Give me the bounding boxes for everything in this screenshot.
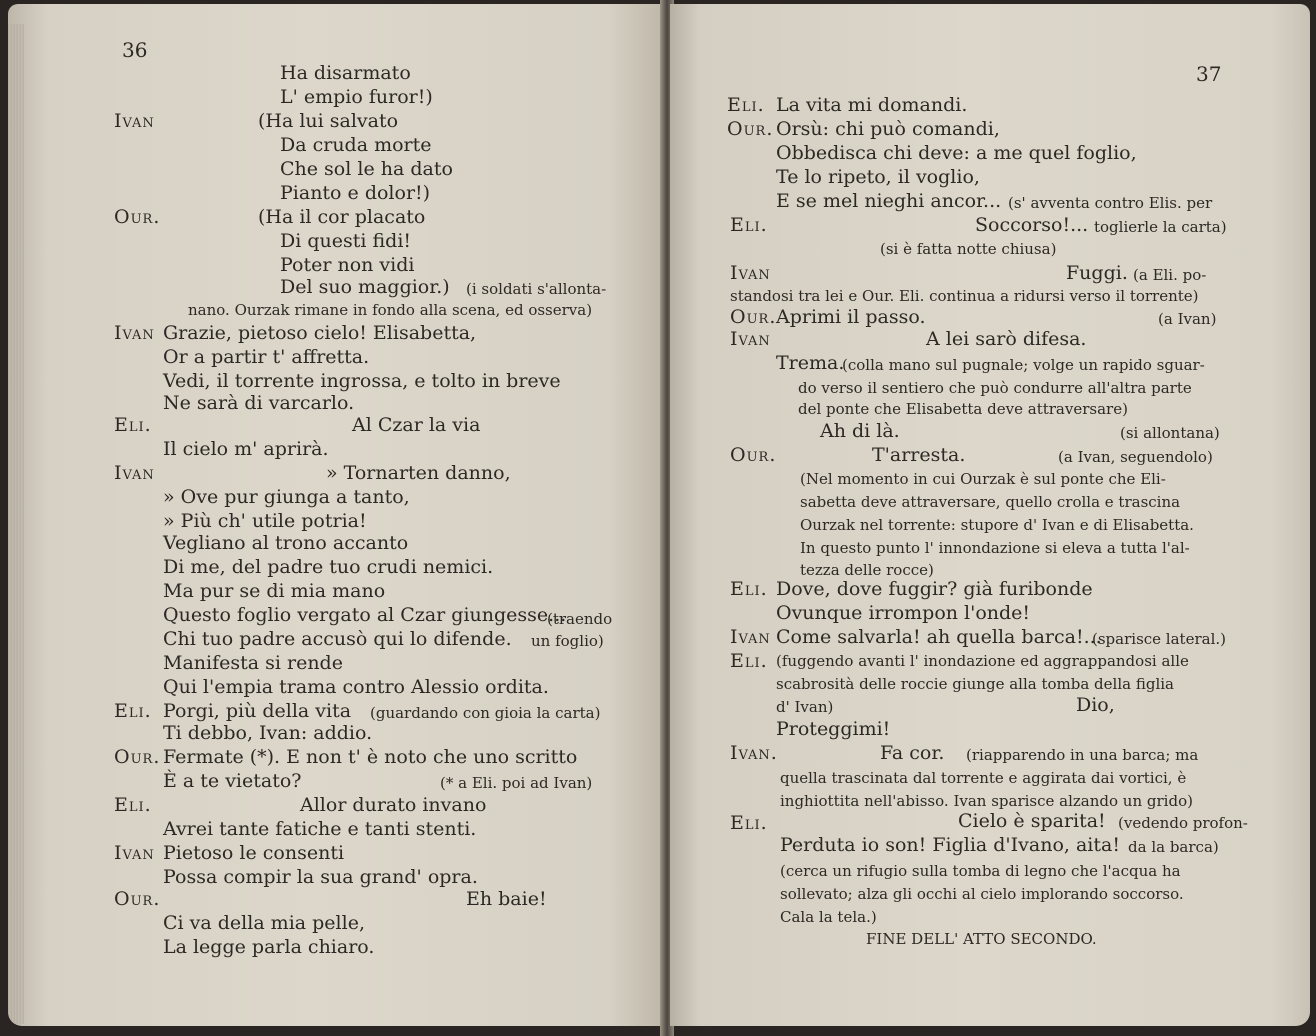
verse-line: Vedi, il torrente ingrossa, e tolto in breve bbox=[163, 370, 561, 392]
verse-line: Trema. bbox=[776, 352, 845, 374]
verse-line: Cielo è sparita! bbox=[958, 810, 1106, 832]
stage-direction: (vedendo profon- bbox=[1118, 814, 1248, 832]
stage-direction: (a Ivan) bbox=[1158, 310, 1217, 328]
verse-line: Fermate (*). E non t' è noto che uno scritto bbox=[163, 746, 578, 768]
verse-line: Che sol le ha dato bbox=[280, 158, 453, 180]
speaker-label: Our. bbox=[730, 444, 777, 466]
verse-line: (Ha il cor placato bbox=[258, 206, 426, 228]
verse-line: Ah di là. bbox=[820, 420, 900, 442]
stage-direction: del ponte che Elisabetta deve attraversare) bbox=[798, 400, 1128, 418]
verse-line: Eh baie! bbox=[466, 888, 547, 910]
speaker-label: Our. bbox=[114, 888, 161, 910]
stage-direction: (colla mano sul pugnale; volge un rapido sguar- bbox=[842, 356, 1205, 374]
page-number-right: 37 bbox=[1196, 62, 1222, 86]
verse-line: Orsù: chi può comandi, bbox=[776, 118, 1000, 140]
stage-direction: FINE DELL' ATTO SECONDO. bbox=[866, 930, 1097, 948]
verse-line: Come salvarla! ah quella barca!... bbox=[776, 626, 1102, 648]
verse-line: L' empio furor!) bbox=[280, 86, 433, 108]
verse-line: Fuggi. bbox=[1066, 262, 1128, 284]
speaker-label: Eli. bbox=[114, 414, 152, 436]
stage-direction: (si è fatta notte chiusa) bbox=[880, 240, 1057, 258]
stage-direction: d' Ivan) bbox=[776, 698, 834, 716]
verse-line: Questo foglio vergato al Czar giungesse... bbox=[163, 604, 567, 626]
speaker-label: Eli. bbox=[730, 214, 768, 236]
verse-line: (Ha lui salvato bbox=[258, 110, 399, 132]
speaker-label: Ivan bbox=[114, 110, 155, 132]
verse-line: Ti debbo, Ivan: addio. bbox=[163, 722, 373, 744]
verse-line: » Tornarten danno, bbox=[326, 462, 511, 484]
stage-direction: standosi tra lei e Our. Eli. continua a ridursi verso il torrente) bbox=[730, 287, 1199, 305]
verse-line: Il cielo m' aprirà. bbox=[163, 438, 329, 460]
stage-direction: inghiottita nell'abisso. Ivan sparisce alzando un grido) bbox=[780, 792, 1193, 810]
speaker-label: Our. bbox=[730, 306, 777, 328]
verse-line: » Ove pur giunga a tanto, bbox=[163, 486, 410, 508]
verse-line: T'arresta. bbox=[872, 444, 966, 466]
speaker-label: Ivan bbox=[730, 328, 771, 350]
stage-direction: (riapparendo in una barca; ma bbox=[966, 746, 1199, 764]
stage-direction: (i soldati s'allonta- bbox=[466, 280, 607, 298]
stage-direction: In questo punto l' innondazione si eleva a tutta l'al- bbox=[800, 539, 1190, 557]
verse-line: Ma pur se di mia mano bbox=[163, 580, 386, 602]
stage-direction: (s' avventa contro Elis. per bbox=[1008, 194, 1213, 212]
stage-direction: nano. Ourzak rimane in fondo alla scena, ed osserva) bbox=[188, 301, 593, 319]
verse-line: Di me, del padre tuo crudi nemici. bbox=[163, 556, 494, 578]
stage-direction: (guardando con gioia la carta) bbox=[370, 704, 601, 722]
stage-direction: Ourzak nel torrente: stupore d' Ivan e di Elisabetta. bbox=[800, 516, 1194, 534]
verse-line: Porgi, più della vita bbox=[163, 700, 352, 722]
speaker-label: Eli. bbox=[730, 578, 768, 600]
verse-line: La vita mi domandi. bbox=[776, 94, 968, 116]
verse-line: Fa cor. bbox=[880, 742, 945, 764]
verse-line: Proteggimi! bbox=[776, 718, 891, 740]
speaker-label: Ivan bbox=[114, 322, 155, 344]
verse-line: Pietoso le consenti bbox=[163, 842, 345, 864]
verse-line: Te lo ripeto, il voglio, bbox=[776, 166, 980, 188]
stage-direction: Cala la tela.) bbox=[780, 908, 877, 926]
speaker-label: Eli. bbox=[730, 650, 768, 672]
speaker-label: Eli. bbox=[114, 700, 152, 722]
speaker-label: Eli. bbox=[114, 794, 152, 816]
verse-line: Al Czar la via bbox=[352, 414, 481, 436]
verse-line: Manifesta si rende bbox=[163, 652, 343, 674]
verse-line: Or a partir t' affretta. bbox=[163, 346, 370, 368]
verse-line: Allor durato invano bbox=[300, 794, 487, 816]
verse-line: Vegliano al trono accanto bbox=[163, 532, 409, 554]
speaker-label: Ivan bbox=[114, 462, 155, 484]
stage-direction: (traendo bbox=[547, 610, 613, 628]
speaker-label: Our. bbox=[727, 118, 774, 140]
stage-direction: sabetta deve attraversare, quello crolla e trascina bbox=[800, 493, 1181, 511]
verse-line: Perduta io son! Figlia d'Ivano, aita! bbox=[780, 834, 1120, 856]
speaker-label: Ivan bbox=[730, 626, 771, 648]
speaker-label: Ivan bbox=[114, 842, 155, 864]
verse-line: Ci va della mia pelle, bbox=[163, 912, 365, 934]
verse-line: Del suo maggior.) bbox=[280, 276, 450, 298]
speaker-label: Ivan bbox=[730, 262, 771, 284]
stage-direction: (cerca un rifugio sulla tomba di legno che l'acqua ha bbox=[780, 862, 1181, 880]
verse-line: Obbedisca chi deve: a me quel foglio, bbox=[776, 142, 1137, 164]
right-page bbox=[670, 4, 1310, 1026]
verse-line: La legge parla chiaro. bbox=[163, 936, 375, 958]
stage-direction: da la barca) bbox=[1128, 838, 1219, 856]
stage-direction: sollevato; alza gli occhi al cielo implorando soccorso. bbox=[780, 885, 1184, 903]
verse-line: Grazie, pietoso cielo! Elisabetta, bbox=[163, 322, 477, 344]
verse-line: Avrei tante fatiche e tanti stenti. bbox=[163, 818, 477, 840]
verse-line: Chi tuo padre accusò qui lo difende. bbox=[163, 628, 512, 650]
stage-direction: toglierle la carta) bbox=[1094, 218, 1227, 236]
verse-line: Possa compir la sua grand' opra. bbox=[163, 866, 478, 888]
stage-direction: (fuggendo avanti l' inondazione ed aggrappandosi alle bbox=[776, 652, 1189, 670]
verse-line: Di questi fidi! bbox=[280, 230, 412, 252]
verse-line: Ha disarmato bbox=[280, 62, 411, 84]
verse-line: Aprimi il passo. bbox=[776, 306, 926, 328]
stage-direction: (a Eli. po- bbox=[1133, 266, 1207, 284]
verse-line: Dio, bbox=[1076, 694, 1115, 716]
page-number-left: 36 bbox=[122, 38, 148, 62]
stage-direction: do verso il sentiero che può condurre all'altra parte bbox=[798, 379, 1192, 397]
stage-direction: (a Ivan, seguendolo) bbox=[1058, 448, 1213, 466]
speaker-label: Ivan. bbox=[730, 742, 778, 764]
verse-line: A lei sarò difesa. bbox=[926, 328, 1087, 350]
verse-line: E se mel nieghi ancor... bbox=[776, 190, 1002, 212]
stage-direction: quella trascinata dal torrente e aggirata dai vortici, è bbox=[780, 769, 1187, 787]
speaker-label: Our. bbox=[114, 206, 161, 228]
stage-direction: (Nel momento in cui Ourzak è sul ponte che Eli- bbox=[800, 470, 1166, 488]
verse-line: Soccorso!... bbox=[975, 214, 1089, 236]
verse-line: Dove, dove fuggir? già furibonde bbox=[776, 578, 1093, 600]
page-edges bbox=[8, 24, 24, 1024]
verse-line: Poter non vidi bbox=[280, 254, 415, 276]
stage-direction: tezza delle rocce) bbox=[800, 561, 934, 579]
stage-direction: scabrosità delle roccie giunge alla tomba della figlia bbox=[776, 675, 1174, 693]
speaker-label: Eli. bbox=[727, 94, 765, 116]
verse-line: Qui l'empia trama contro Alessio ordita. bbox=[163, 676, 549, 698]
verse-line: Ovunque irrompon l'onde! bbox=[776, 602, 1031, 624]
speaker-label: Eli. bbox=[730, 812, 768, 834]
verse-line: Ne sarà di varcarlo. bbox=[163, 392, 355, 414]
stage-direction: un foglio) bbox=[531, 632, 604, 650]
stage-direction: (* a Eli. poi ad Ivan) bbox=[440, 774, 593, 792]
verse-line: È a te vietato? bbox=[163, 770, 302, 792]
speaker-label: Our. bbox=[114, 746, 161, 768]
verse-line: Da cruda morte bbox=[280, 134, 432, 156]
verse-line: » Più ch' utile potria! bbox=[163, 510, 367, 532]
stage-direction: (si allontana) bbox=[1120, 424, 1220, 442]
verse-line: Pianto e dolor!) bbox=[280, 182, 431, 204]
left-page bbox=[8, 4, 666, 1026]
stage-direction: (sparisce lateral.) bbox=[1092, 630, 1226, 648]
